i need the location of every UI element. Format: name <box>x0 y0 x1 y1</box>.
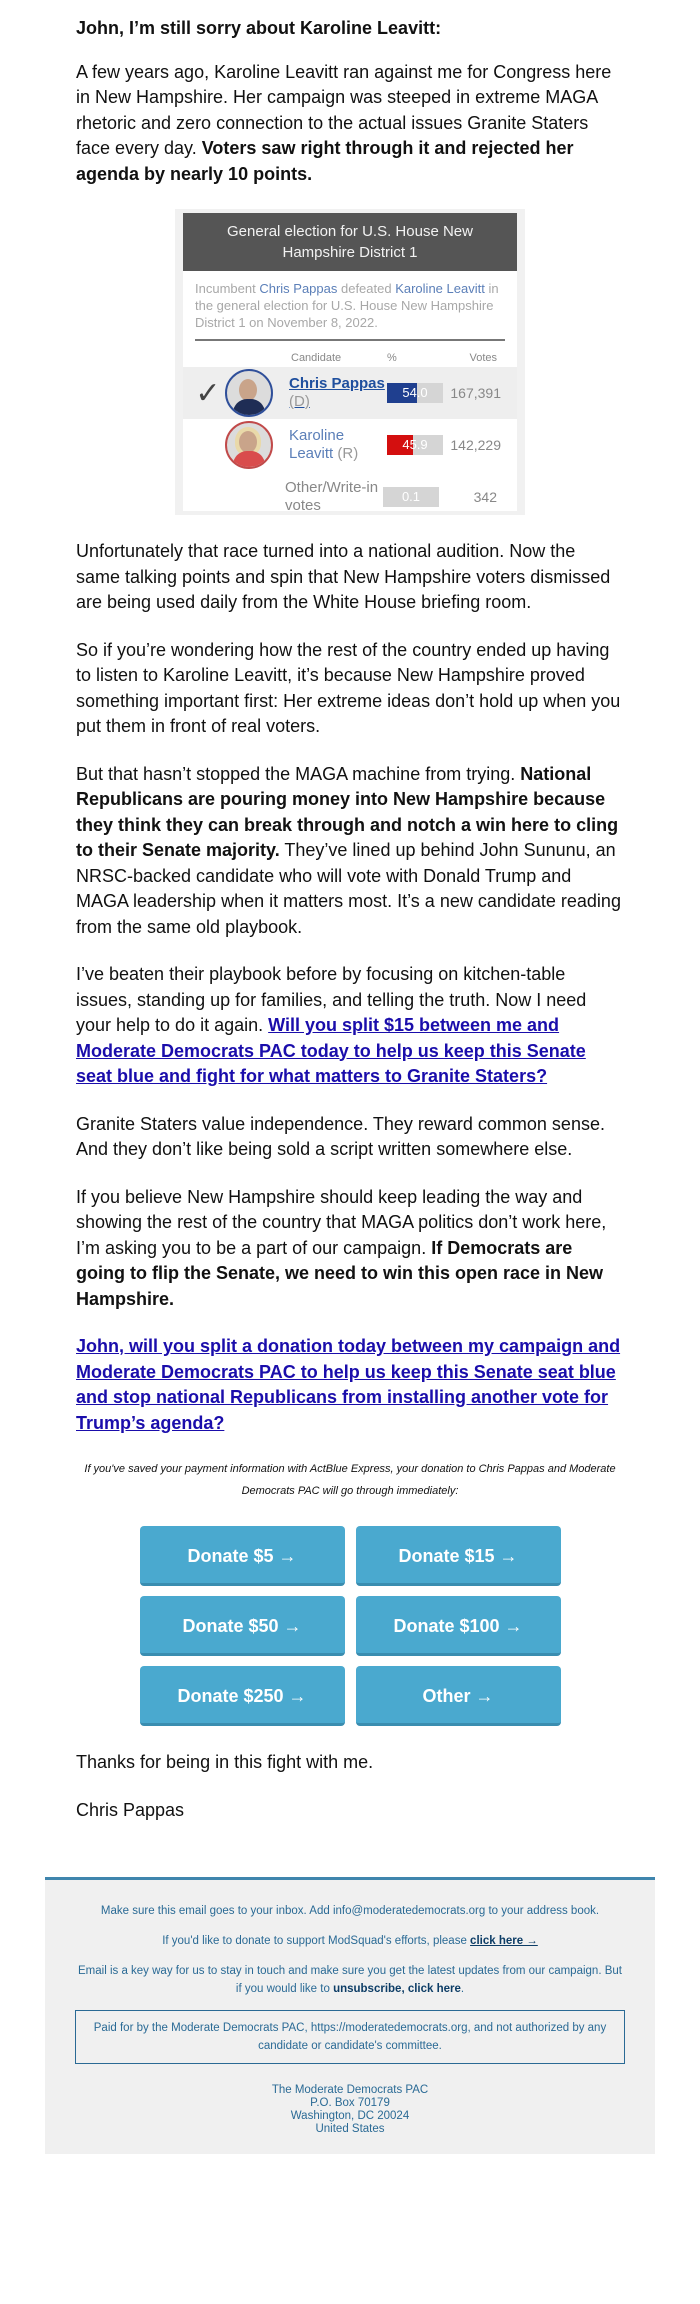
paragraph-bold: Voters saw right through it and rejected her agenda by nearly 10 points. <box>76 138 574 184</box>
pct-bar <box>383 487 439 507</box>
donate-buttons <box>76 1526 624 1726</box>
paragraph-bold: If Democrats are going to flip the Senate, we need to win this open race in New Hampshire. <box>76 1237 604 1309</box>
footer-text: . <box>460 1983 465 1995</box>
result-row-pappas <box>183 367 517 419</box>
votes-count: 142,229 <box>450 437 501 453</box>
greeting: John, I’m still sorry about Karoline Leavitt: <box>76 18 442 38</box>
footer-text: If you'd like to donate to support ModSquad's efforts, please <box>162 1935 471 1947</box>
candidate-name[interactable]: Chris Pappas (D) <box>289 375 385 410</box>
pct-label: 45.9 <box>402 437 428 452</box>
split-15-link[interactable]: Will you split $15 between me and Moderate Democrats PAC today to help us keep this Senate seat blue and fight for what matters to Granite Staters? <box>76 1015 586 1086</box>
election-results-card <box>183 213 517 511</box>
donate-250-button[interactable]: Donate $250 → <box>140 1666 345 1726</box>
header-pct: % <box>387 352 397 364</box>
footer-stay <box>75 1962 625 1998</box>
results-title: General election for U.S. House New Hampshire District 1 <box>183 213 517 271</box>
result-row-leavitt <box>195 419 505 471</box>
split-donation-link[interactable]: John, will you split a donation today between my campaign and Moderate Democrats PAC to help us keep this Senate seat blue and stop national Republicans from installing another vote for Trump’s agenda? <box>76 1336 621 1433</box>
candidate-name: Other/Write-in votes <box>285 479 379 511</box>
thanks-text: Thanks for being in this fight with me. <box>76 1752 374 1772</box>
footer <box>45 1880 655 2154</box>
subtitle-text: in the general election for U.S. House New Hampshire District 1 on November 8, 2022. <box>195 281 499 330</box>
paragraph-bold: National Republicans are pouring money into New Hampshire because they think they can break through and notch a win here to cling to their Senate majority. <box>76 763 619 860</box>
loser-link[interactable]: Karoline Leavitt <box>395 281 485 296</box>
donate-50-button[interactable]: Donate $50 → <box>140 1596 345 1656</box>
address-line: United States <box>315 2123 385 2135</box>
checkmark-icon: ✓ <box>195 376 221 410</box>
paragraph-text: But that hasn’t stopped the MAGA machine from trying. <box>76 763 521 784</box>
footer-inbox: Make sure this email goes to your inbox. Add info@moderatedemocrats.org to your address book. <box>100 1905 600 1917</box>
unsubscribe-link[interactable]: unsubscribe, click here <box>333 1983 461 1995</box>
paragraph-cta <box>76 1334 624 1436</box>
avatar-leavitt <box>225 421 273 469</box>
paragraph-intro <box>76 60 624 188</box>
donate-100-button[interactable]: Donate $100 → <box>356 1596 561 1656</box>
paragraph-text: If you believe New Hampshire should keep leading the way and showing the rest of the country that MAGA politics don’t work here, I’m asking you to be a part of our campaign. <box>76 1186 607 1258</box>
avatar-pappas <box>225 369 273 417</box>
votes-count: 167,391 <box>450 385 501 401</box>
paragraph-audition: Unfortunately that race turned into a national audition. Now the same talking points and spin that New Hampshire voters dismissed are being used daily from the White House briefing room. <box>76 541 611 612</box>
header-candidate: Candidate <box>291 352 342 364</box>
results-subtitle <box>195 280 505 331</box>
results-header <box>195 349 505 367</box>
email-body <box>76 0 624 1823</box>
address-line: P.O. Box 70179 <box>310 2097 390 2109</box>
result-row-other <box>195 471 505 511</box>
paragraph-text: A few years ago, Karoline Leavitt ran against me for Congress here in New Hampshire. Her campaign was steeped in extreme MAGA rhetoric and zero connection to the actual issues Granite Staters face every day. <box>76 61 612 158</box>
paragraph-wondering: So if you’re wondering how the rest of the country ended up having to listen to Karoline Leavitt, it’s because New Hampshire proved something important first: Her extreme ideas don’t hold up when you put them in front of real voters. <box>76 639 621 736</box>
pct-bar <box>387 435 443 455</box>
signature: Chris Pappas <box>76 1799 185 1820</box>
donate-5-button[interactable]: Donate $5 → <box>140 1526 345 1586</box>
donate-15-button[interactable]: Donate $15 → <box>356 1526 561 1586</box>
address-line: The Moderate Democrats PAC <box>271 2084 429 2096</box>
actblue-note: If you've saved your payment information with ActBlue Express, your donation to Chris Pappas and Moderate Democrats PAC will go through immediately: <box>84 1463 616 1497</box>
header-votes: Votes <box>469 352 497 364</box>
donate-other-button[interactable]: Other → <box>356 1666 561 1726</box>
pct-bar <box>387 383 443 403</box>
footer-support <box>75 1932 625 1950</box>
address-line: Washington, DC 20024 <box>290 2110 410 2122</box>
election-results-image <box>175 209 525 515</box>
footer-text: Email is a key way for us to stay in touch and make sure you get the latest updates from our campaign. But if you would like to <box>78 1965 622 1995</box>
pct-label: 0.1 <box>401 489 421 504</box>
candidate-name[interactable]: Karoline Leavitt (R) <box>289 427 359 462</box>
winner-link[interactable]: Chris Pappas <box>259 281 338 296</box>
paragraph-playbook <box>76 962 624 1090</box>
paragraph-maga-machine <box>76 762 624 941</box>
votes-count: 342 <box>473 489 497 505</box>
paragraph-leading <box>76 1185 624 1313</box>
divider <box>195 339 505 341</box>
footer-donate-link[interactable]: click here → <box>470 1935 538 1947</box>
paragraph-text: They’ve lined up behind John Sununu, an NRSC-backed candidate who will vote with Donald Trump and MAGA leadership when it matters most. It’s a new candidate reading from the same old playbook. <box>76 840 621 937</box>
paragraph-independence: Granite Staters value independence. They reward common sense. And they don’t like being sold a script written somewhere else. <box>76 1113 605 1159</box>
paid-for-box: Paid for by the Moderate Democrats PAC, https://moderatedemocrats.org, and not authorized by any candidate or candidate's committee. <box>75 2010 625 2064</box>
pct-label: 54.0 <box>402 385 428 400</box>
subtitle-text: Incumbent <box>195 281 260 296</box>
paragraph-text: I’ve beaten their playbook before by focusing on kitchen-table issues, standing up for families, and telling the truth. Now I need your help to do it again. <box>76 964 587 1035</box>
subtitle-text: defeated <box>337 281 396 296</box>
